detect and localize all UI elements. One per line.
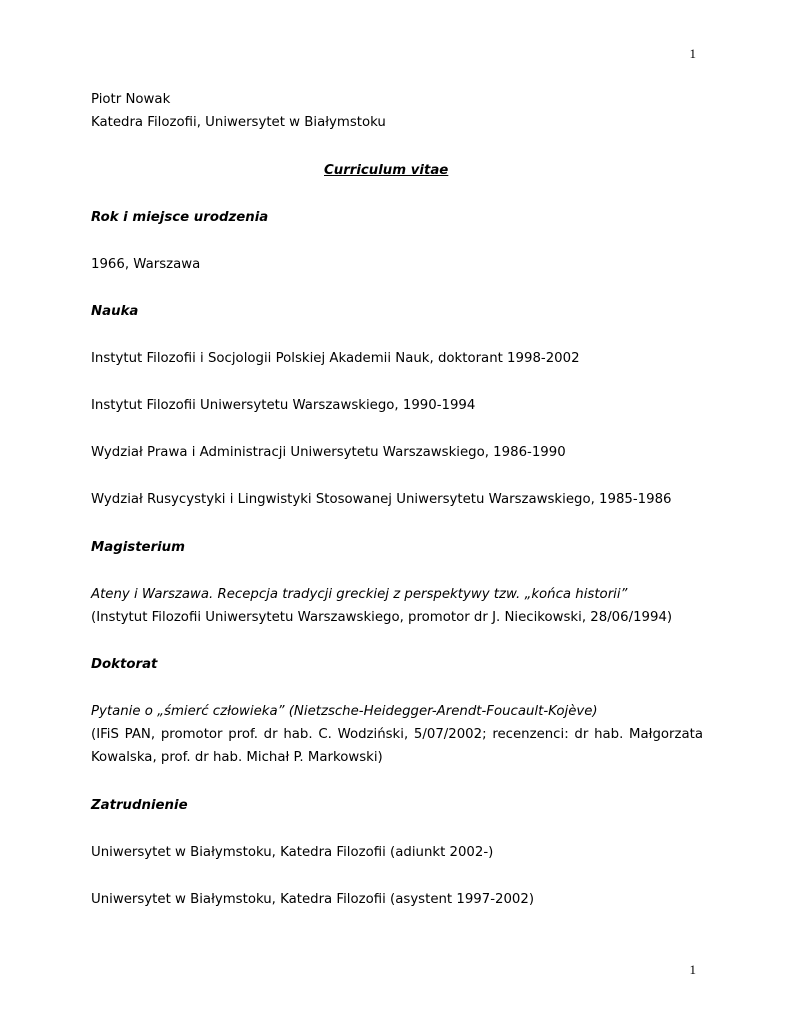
section-heading-education: Nauka (91, 304, 139, 319)
masters-details: (Instytut Filozofii Uniwersytetu Warszawskiego, promotor dr J. Niecikowski, 28/06/1994) (91, 610, 673, 625)
education-item: Wydział Prawa i Administracji Uniwersytetu Warszawskiego, 1986-1990 (91, 445, 566, 460)
employment-item: Uniwersytet w Białymstoku, Katedra Filozofii (asystent 1997-2002) (91, 892, 535, 907)
section-heading-employment: Zatrudnienie (91, 798, 188, 813)
education-item: Instytut Filozofii i Socjologii Polskiej Akademii Nauk, doktorant 1998-2002 (91, 351, 580, 366)
document-title: Curriculum vitae (324, 163, 449, 178)
section-heading-doctorate: Doktorat (91, 657, 158, 672)
doctorate-details: (IFiS PAN, promotor prof. dr hab. C. Wodziński, 5/07/2002; recenzenci: dr hab. Małgorzata Kowalska, prof. dr hab. Michał P. Markowski) (91, 727, 703, 765)
education-item: Wydział Rusycystyki i Lingwistyki Stosowanej Uniwersytetu Warszawskiego, 1985-1986 (91, 492, 672, 507)
page-number-top: 1 (689, 46, 696, 61)
section-heading-birth: Rok i miejsce urodzenia (91, 210, 269, 225)
doctorate-thesis-title: Pytanie o „śmierć człowieka” (Nietzsche-Heidegger-Arendt-Foucault-Kojève) (91, 704, 598, 719)
page-number-bottom: 1 (689, 962, 696, 977)
education-item: Instytut Filozofii Uniwersytetu Warszawskiego, 1990-1994 (91, 398, 476, 413)
author-affiliation: Katedra Filozofii, Uniwersytet w Białymstoku (91, 115, 386, 130)
employment-item: Uniwersytet w Białymstoku, Katedra Filozofii (adiunkt 2002-) (91, 845, 494, 860)
section-heading-masters: Magisterium (91, 540, 186, 555)
birth-text: 1966, Warszawa (91, 257, 201, 272)
masters-thesis-title: Ateny i Warszawa. Recepcja tradycji greckiej z perspektywy tzw. „końca historii” (91, 587, 628, 602)
author-name: Piotr Nowak (91, 92, 171, 107)
